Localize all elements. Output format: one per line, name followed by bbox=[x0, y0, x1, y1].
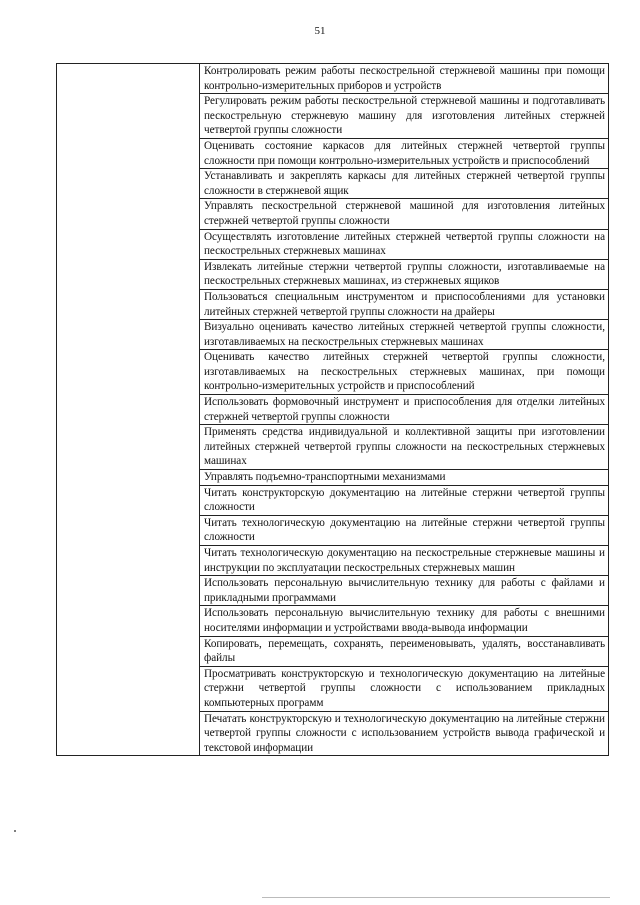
skill-cell bbox=[200, 636, 609, 666]
skill-text: Контролировать режим работы пескострельной стержневой машины при помощи контрольно-измерительных приборов и устройств bbox=[204, 65, 605, 92]
skill-cell bbox=[200, 515, 609, 545]
skill-text: Применять средства индивидуальной и коллективной защиты при изготовлении литейных стержней четвертой группы сложности на пескострельных стержневых машинах bbox=[204, 426, 605, 468]
skill-cell bbox=[200, 485, 609, 515]
skill-text: Копировать, перемещать, сохранять, переименовывать, удалять, восстанавливать файлы bbox=[204, 637, 605, 665]
skill-text: Оценивать качество литейных стержней четвертой группы сложности, изготавливаемых на пескострельных стержневых машинах, при помощи контрольно-измерительных устройств и приспособлений bbox=[204, 351, 605, 393]
skill-text: Управлять подъемно-транспортными механизмами bbox=[204, 471, 446, 484]
skill-text: Читать технологическую документацию на литейные стержни четвертой группы сложности bbox=[204, 516, 605, 544]
skill-text: Управлять пескострельной стержневой машиной для изготовления литейных стержней четвертой группы сложности bbox=[204, 200, 605, 227]
skill-cell bbox=[200, 350, 609, 395]
skill-text: Извлекать литейные стержни четвертой группы сложности, изготавливаемые на пескострельных стержневых машинах, из стержневых ящиков bbox=[204, 260, 605, 288]
skill-text: Визуально оценивать качество литейных стержней четвертой группы сложности, изготавливаемых на пескострельных стержневых машинах bbox=[204, 321, 605, 348]
skill-cell bbox=[200, 395, 609, 425]
bottom-scan-line bbox=[262, 897, 610, 898]
skill-cell bbox=[200, 320, 609, 350]
skill-cell bbox=[200, 576, 609, 606]
skill-text: Просматривать конструкторскую и технологическую документацию на литейные стержни четвертой группы сложности с использованием прикладных компьютерных программ bbox=[204, 667, 605, 709]
skill-text: Осуществлять изготовление литейных стержней четвертой группы сложности на пескострельных стержневых машинах bbox=[204, 230, 605, 258]
skill-cell bbox=[200, 94, 609, 139]
skill-cell bbox=[200, 138, 609, 168]
skill-text: Пользоваться специальным инструментом и приспособлениями для установки литейных стержней четвертой группы сложности на драйеры bbox=[204, 290, 605, 318]
skill-text: Использовать персональную вычислительную технику для работы с внешними носителями информации и устройствами ввода-вывода информации bbox=[204, 607, 605, 634]
skill-cell bbox=[200, 546, 609, 576]
skill-text: Печатать конструкторскую и технологическую документацию на литейные стержни четвертой группы сложности с использованием устройств вывода графической и текстовой информации bbox=[204, 712, 605, 754]
skill-cell bbox=[200, 64, 609, 94]
skill-cell bbox=[200, 289, 609, 319]
table-row bbox=[57, 64, 609, 94]
skill-text: Использовать формовочный инструмент и приспособления для отделки литейных стержней четвертой группы сложности bbox=[204, 396, 605, 423]
requirements-table bbox=[56, 63, 609, 756]
skill-text: Читать конструкторскую документацию на литейные стержни четвертой группы сложности bbox=[204, 486, 605, 514]
skill-cell bbox=[200, 711, 609, 756]
skill-cell bbox=[200, 425, 609, 470]
skill-cell bbox=[200, 259, 609, 289]
scan-speck bbox=[14, 830, 16, 832]
left-column-cell bbox=[57, 64, 200, 756]
skill-cell bbox=[200, 666, 609, 711]
skill-cell bbox=[200, 169, 609, 199]
skill-cell bbox=[200, 229, 609, 259]
skill-cell bbox=[200, 606, 609, 636]
skill-text: Использовать персональную вычислительную технику для работы с файлами и прикладными программами bbox=[204, 577, 605, 604]
skill-text: Оценивать состояние каркасов для литейных стержней четвертой группы сложности при помощи контрольно-измерительных устройств и приспособлений bbox=[204, 139, 605, 167]
skill-cell bbox=[200, 470, 609, 486]
page-number: 51 bbox=[314, 25, 326, 37]
skill-text: Читать технологическую документацию на пескострельные стержневые машины и инструкции по эксплуатации пескострельных стержневых машин bbox=[204, 547, 605, 574]
skill-text: Устанавливать и закреплять каркасы для литейных стержней четвертой группы сложности в стержневой ящик bbox=[204, 170, 605, 197]
skill-text: Регулировать режим работы пескострельной стержневой машины и подготавливать пескострельную стержневую машину для изготовления литейных стержней четвертой группы сложности bbox=[204, 95, 605, 137]
skill-cell bbox=[200, 199, 609, 229]
